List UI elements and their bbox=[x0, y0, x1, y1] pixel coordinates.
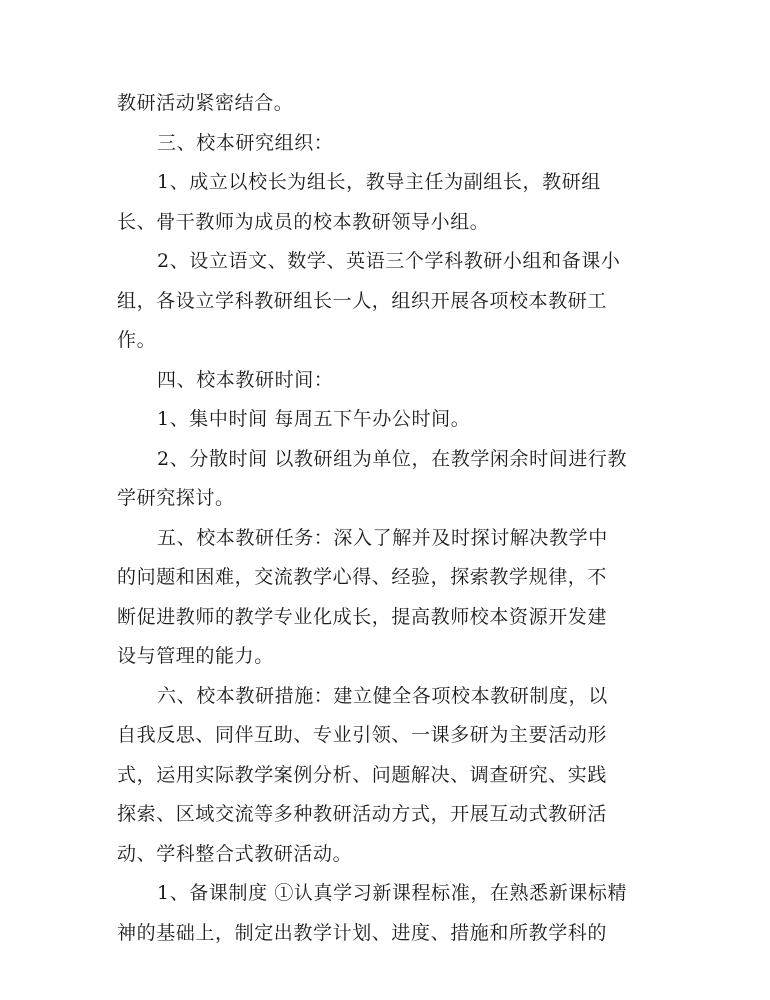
text-line: 设与管理的能力。 bbox=[117, 645, 274, 667]
text-line: 1、备课制度 ①认真学习新课程标准，在熟悉新课标精 bbox=[157, 882, 628, 904]
text-line: 1、成立以校长为组长，教导主任为副组长，教研组 bbox=[157, 171, 601, 193]
text-line: 作。 bbox=[117, 329, 157, 351]
section-heading: 四、校本教研时间： bbox=[157, 368, 334, 391]
document-body bbox=[117, 84, 662, 953]
text-line: 断促进教师的教学专业化成长，提高教师校本资源开发建 bbox=[117, 605, 608, 628]
section-heading: 三、校本研究组织： bbox=[157, 131, 334, 154]
text-line: 1、集中时间 每周五下午办公时间。 bbox=[157, 408, 471, 430]
text-line: 自我反思、同伴互助、专业引领、一课多研为主要活动形 bbox=[117, 724, 608, 746]
text-line: 2、分散时间 以教研组为单位，在教学闲余时间进行教 bbox=[157, 447, 628, 470]
text-line: 探索、区域交流等多种教研活动方式，开展互动式教研活 bbox=[117, 803, 608, 825]
text-line: 长、骨干教师为成员的校本教研领导小组。 bbox=[117, 210, 490, 233]
text-line: 神的基础上，制定出教学计划、进度、措施和所教学科的 bbox=[117, 921, 608, 944]
section-heading: 五、校本教研任务：深入了解并及时探讨解决教学中 bbox=[157, 526, 608, 549]
text-line: 教研活动紧密结合。 bbox=[117, 92, 294, 114]
text-line: 动、学科整合式教研活动。 bbox=[117, 842, 353, 865]
text-line: 2、设立语文、数学、英语三个学科教研小组和备课小 bbox=[157, 250, 621, 272]
text-line: 组，各设立学科教研组长一人，组织开展各项校本教研工 bbox=[117, 289, 608, 312]
section-heading: 六、校本教研措施：建立健全各项校本教研制度，以 bbox=[157, 684, 608, 707]
text-line: 式，运用实际教学案例分析、问题解决、调查研究、实践 bbox=[117, 763, 608, 786]
text-line: 学研究探讨。 bbox=[117, 487, 235, 509]
text-line: 的问题和困难，交流教学心得、经验，探索教学规律，不 bbox=[117, 566, 608, 588]
